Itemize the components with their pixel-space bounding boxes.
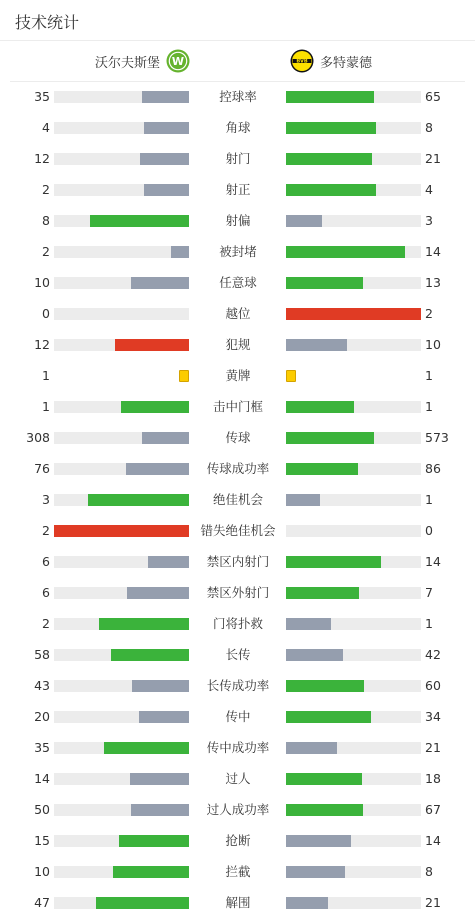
- home-bar: [54, 91, 189, 103]
- away-value: 1: [425, 492, 433, 507]
- stat-label: 过人: [225, 771, 251, 786]
- away-bar-fill: [286, 153, 372, 165]
- home-bar-fill: [132, 680, 189, 692]
- stat-label: 击中门框: [212, 399, 263, 414]
- away-bar: [286, 618, 421, 630]
- home-bar: [54, 494, 189, 506]
- away-bar-fill: [286, 742, 337, 754]
- stat-label: 犯规: [225, 337, 251, 352]
- home-bar-fill: [115, 339, 189, 351]
- away-value: 1: [425, 616, 433, 631]
- home-bar: [54, 525, 189, 537]
- home-bar-fill: [142, 432, 189, 444]
- stats-list: [0, 81, 475, 918]
- stat-label: 禁区外射门: [206, 585, 270, 600]
- stat-row[interactable]: [0, 174, 475, 205]
- home-team[interactable]: [95, 49, 190, 73]
- stat-row[interactable]: [0, 701, 475, 732]
- home-value: 0: [42, 306, 50, 321]
- home-bar-fill: [144, 184, 189, 196]
- stat-row[interactable]: [0, 825, 475, 856]
- stat-label: 抢断: [225, 833, 251, 848]
- home-bar: [54, 587, 189, 599]
- home-bar: [54, 308, 189, 320]
- home-bar: [54, 680, 189, 692]
- away-bar: [286, 432, 421, 444]
- stat-label: 门将扑救: [212, 616, 263, 631]
- home-bar: [54, 246, 189, 258]
- home-value: 2: [42, 523, 50, 538]
- home-bar-fill: [111, 649, 189, 661]
- away-value: 21: [425, 740, 441, 755]
- home-bar: [54, 618, 189, 630]
- away-bar-fill: [286, 246, 405, 258]
- home-value: 47: [34, 895, 50, 910]
- teams-header: [10, 41, 465, 82]
- away-bar: [286, 649, 421, 661]
- stat-label: 黄牌: [225, 368, 251, 383]
- stat-label: 绝佳机会: [212, 492, 263, 507]
- home-bar-fill: [121, 401, 189, 413]
- home-bar-fill: [139, 711, 189, 723]
- home-bar-fill: [142, 91, 189, 103]
- home-value: 308: [26, 430, 50, 445]
- home-bar-fill: [96, 897, 189, 909]
- stat-row[interactable]: [0, 515, 475, 546]
- away-bar: [286, 680, 421, 692]
- home-value: 2: [42, 244, 50, 259]
- stat-row[interactable]: [0, 794, 475, 825]
- away-bar-fill: [286, 432, 374, 444]
- away-bar-fill: [286, 277, 363, 289]
- away-value: 86: [425, 461, 441, 476]
- yellow-card-icon: [179, 370, 189, 382]
- away-bar: [286, 339, 421, 351]
- away-bar: [286, 897, 421, 909]
- away-bar-fill: [286, 339, 347, 351]
- away-value: 21: [425, 895, 441, 910]
- away-bar-fill: [286, 556, 381, 568]
- stat-row[interactable]: [0, 453, 475, 484]
- away-bar-fill: [286, 401, 354, 413]
- away-bar: [286, 246, 421, 258]
- away-bar: [286, 463, 421, 475]
- home-value: 35: [34, 740, 50, 755]
- stat-row[interactable]: [0, 608, 475, 639]
- away-value: 0: [425, 523, 433, 538]
- stat-row[interactable]: [0, 732, 475, 763]
- away-bar: [286, 804, 421, 816]
- home-value: 14: [34, 771, 50, 786]
- home-value: 12: [34, 337, 50, 352]
- home-value: 1: [42, 399, 50, 414]
- home-bar: [54, 122, 189, 134]
- away-bar-fill: [286, 91, 374, 103]
- home-bar: [54, 649, 189, 661]
- home-bar-fill: [119, 835, 189, 847]
- stat-row[interactable]: [0, 112, 475, 143]
- home-bar: [54, 184, 189, 196]
- away-value: 13: [425, 275, 441, 290]
- stat-label: 拦截: [225, 864, 251, 879]
- away-bar: [286, 835, 421, 847]
- svg-text:W: W: [171, 55, 185, 68]
- stat-row[interactable]: [0, 236, 475, 267]
- away-bar: [286, 773, 421, 785]
- home-value: 12: [34, 151, 50, 166]
- home-bar-fill: [113, 866, 189, 878]
- home-bar: [54, 897, 189, 909]
- away-bar-fill: [286, 215, 322, 227]
- stat-row[interactable]: [0, 298, 475, 329]
- home-bar: [54, 835, 189, 847]
- home-bar-fill: [131, 277, 189, 289]
- away-value: 21: [425, 151, 441, 166]
- stat-row[interactable]: [0, 484, 475, 515]
- away-value: 34: [425, 709, 441, 724]
- home-bar: [54, 711, 189, 723]
- home-bar: [54, 401, 189, 413]
- away-value: 14: [425, 244, 441, 259]
- stat-row[interactable]: [0, 422, 475, 453]
- home-value: 2: [42, 616, 50, 631]
- away-value: 4: [425, 182, 433, 197]
- home-bar: [54, 463, 189, 475]
- home-bar: [54, 742, 189, 754]
- stat-label: 传球: [225, 430, 251, 445]
- home-bar: [54, 277, 189, 289]
- away-value: 2: [425, 306, 433, 321]
- home-bar: [54, 866, 189, 878]
- stat-label: 过人成功率: [206, 802, 270, 817]
- stat-row[interactable]: [0, 391, 475, 422]
- away-bar-fill: [286, 773, 362, 785]
- away-bar: [286, 91, 421, 103]
- stat-row[interactable]: [0, 546, 475, 577]
- away-bar-fill: [286, 618, 331, 630]
- stat-label: 解围: [225, 895, 251, 910]
- away-value: 67: [425, 802, 441, 817]
- svg-text:BVB: BVB: [296, 58, 308, 65]
- stat-row[interactable]: [0, 329, 475, 360]
- away-value: 7: [425, 585, 433, 600]
- away-bar: [286, 153, 421, 165]
- away-bar: [286, 711, 421, 723]
- away-value: 18: [425, 771, 441, 786]
- home-bar-fill: [54, 525, 189, 537]
- home-bar: [54, 432, 189, 444]
- stat-label: 控球率: [219, 89, 257, 104]
- stat-row[interactable]: [0, 887, 475, 918]
- away-value: 573: [425, 430, 449, 445]
- away-bar: [286, 525, 421, 537]
- home-yellow-card: [54, 370, 189, 382]
- home-bar-fill: [127, 587, 189, 599]
- stat-label: 传球成功率: [206, 461, 270, 476]
- away-bar: [286, 401, 421, 413]
- home-bar-fill: [126, 463, 189, 475]
- stat-label: 角球: [225, 120, 251, 135]
- stat-row[interactable]: [0, 360, 475, 391]
- home-value: 15: [34, 833, 50, 848]
- stat-row[interactable]: [0, 639, 475, 670]
- away-value: 14: [425, 554, 441, 569]
- away-bar: [286, 587, 421, 599]
- home-bar-fill: [90, 215, 189, 227]
- away-value: 14: [425, 833, 441, 848]
- stat-row[interactable]: [0, 763, 475, 794]
- page-title: 技术统计: [15, 13, 80, 32]
- away-bar-fill: [286, 866, 345, 878]
- stat-label: 传中: [225, 709, 251, 724]
- away-yellow-card: [286, 370, 421, 382]
- away-bar: [286, 277, 421, 289]
- home-value: 6: [42, 585, 50, 600]
- home-value: 1: [42, 368, 50, 383]
- away-value: 1: [425, 399, 433, 414]
- away-bar: [286, 494, 421, 506]
- away-bar: [286, 184, 421, 196]
- home-bar-fill: [130, 773, 189, 785]
- away-bar-fill: [286, 308, 421, 320]
- home-value: 2: [42, 182, 50, 197]
- home-value: 3: [42, 492, 50, 507]
- home-bar-fill: [144, 122, 189, 134]
- home-bar: [54, 339, 189, 351]
- stat-label: 长传: [225, 647, 251, 662]
- home-value: 10: [34, 864, 50, 879]
- away-bar-fill: [286, 680, 364, 692]
- away-value: 3: [425, 213, 433, 228]
- stat-label: 射门: [225, 151, 251, 166]
- stat-row[interactable]: [0, 81, 475, 112]
- away-team-name: 多特蒙德: [320, 55, 373, 71]
- stat-label: 越位: [225, 306, 251, 321]
- yellow-card-icon: [286, 370, 296, 382]
- home-value: 43: [34, 678, 50, 693]
- home-value: 4: [42, 120, 50, 135]
- home-value: 50: [34, 802, 50, 817]
- away-bar-fill: [286, 587, 359, 599]
- home-value: 6: [42, 554, 50, 569]
- away-bar-fill: [286, 463, 358, 475]
- stat-row[interactable]: [0, 205, 475, 236]
- away-value: 42: [425, 647, 441, 662]
- away-bar: [286, 742, 421, 754]
- dortmund-logo-icon: [290, 49, 314, 73]
- home-bar-fill: [99, 618, 189, 630]
- stat-label: 任意球: [219, 275, 257, 290]
- wolfsburg-logo-icon: [166, 49, 190, 73]
- stat-row[interactable]: [0, 856, 475, 887]
- stat-label: 禁区内射门: [206, 554, 270, 569]
- stat-label: 传中成功率: [206, 740, 270, 755]
- home-bar: [54, 804, 189, 816]
- away-value: 1: [425, 368, 433, 383]
- away-value: 8: [425, 120, 433, 135]
- home-bar: [54, 215, 189, 227]
- away-bar-fill: [286, 835, 351, 847]
- away-bar-fill: [286, 711, 371, 723]
- stat-label: 射偏: [225, 213, 251, 228]
- stat-row[interactable]: [0, 670, 475, 701]
- home-bar: [54, 153, 189, 165]
- away-bar-fill: [286, 897, 328, 909]
- title-bar: [0, 0, 475, 41]
- away-value: 60: [425, 678, 441, 693]
- stat-label: 错失绝佳机会: [200, 523, 276, 538]
- home-value: 35: [34, 89, 50, 104]
- away-value: 65: [425, 89, 441, 104]
- home-value: 20: [34, 709, 50, 724]
- away-team[interactable]: [290, 49, 372, 73]
- home-bar-fill: [171, 246, 189, 258]
- home-value: 8: [42, 213, 50, 228]
- home-bar-fill: [104, 742, 189, 754]
- stat-label: 射正: [225, 182, 251, 197]
- away-bar: [286, 122, 421, 134]
- home-team-name: 沃尔夫斯堡: [94, 55, 160, 71]
- home-bar-fill: [131, 804, 189, 816]
- away-bar-fill: [286, 494, 320, 506]
- home-value: 76: [34, 461, 50, 476]
- away-bar: [286, 308, 421, 320]
- home-value: 10: [34, 275, 50, 290]
- home-bar-fill: [140, 153, 189, 165]
- stat-row[interactable]: [0, 143, 475, 174]
- home-bar-fill: [88, 494, 189, 506]
- away-bar: [286, 556, 421, 568]
- away-bar-fill: [286, 184, 376, 196]
- home-value: 58: [34, 647, 50, 662]
- home-bar: [54, 773, 189, 785]
- away-value: 10: [425, 337, 441, 352]
- stat-label: 长传成功率: [206, 678, 270, 693]
- away-value: 8: [425, 864, 433, 879]
- stat-label: 被封堵: [219, 244, 257, 259]
- home-bar: [54, 556, 189, 568]
- away-bar-fill: [286, 649, 343, 661]
- stat-row[interactable]: [0, 577, 475, 608]
- home-bar-fill: [148, 556, 189, 568]
- away-bar: [286, 866, 421, 878]
- away-bar-fill: [286, 122, 376, 134]
- away-bar: [286, 215, 421, 227]
- away-bar-fill: [286, 804, 363, 816]
- stat-row[interactable]: [0, 267, 475, 298]
